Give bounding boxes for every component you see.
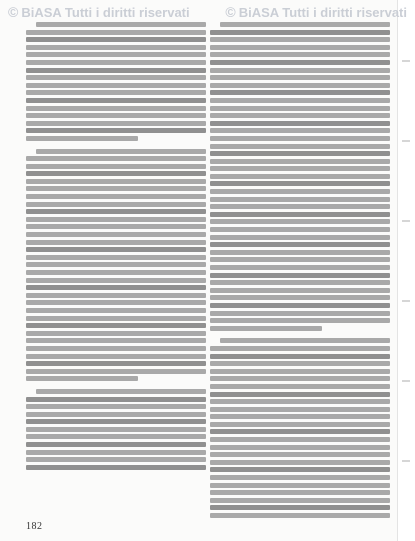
text-line (210, 346, 390, 351)
text-line (210, 227, 390, 232)
text-line (26, 83, 206, 88)
text-line (210, 128, 390, 133)
text-line (26, 156, 206, 161)
text-line (26, 404, 206, 409)
text-line (26, 442, 206, 447)
copyright-icon: © (225, 4, 236, 20)
text-line (36, 389, 206, 394)
text-line (210, 361, 390, 366)
copyright-icon: © (8, 4, 19, 20)
text-line (26, 465, 206, 470)
text-line (26, 323, 206, 328)
text-line (26, 419, 206, 424)
text-line (26, 45, 206, 50)
text-line (210, 303, 390, 308)
text-line (210, 273, 390, 278)
text-line (220, 22, 390, 27)
text-line (210, 181, 390, 186)
text-line (210, 166, 390, 171)
watermark-left-text: BiASA Tutti i diritti riservati (21, 4, 190, 20)
text-line (210, 151, 390, 156)
text-column-right (210, 22, 390, 521)
text-line (26, 194, 206, 199)
text-line (26, 262, 206, 267)
text-line (26, 412, 206, 417)
text-line (26, 171, 206, 176)
text-line (210, 197, 390, 202)
text-line (26, 60, 206, 65)
text-line (26, 308, 206, 313)
text-line (210, 376, 390, 381)
text-line (26, 255, 206, 260)
text-line (210, 505, 390, 510)
text-line (210, 399, 390, 404)
text-line (210, 68, 390, 73)
text-line (210, 90, 390, 95)
text-line (26, 121, 206, 126)
text-line (26, 338, 206, 343)
text-line (26, 37, 206, 42)
text-line (210, 384, 390, 389)
text-line (36, 22, 206, 27)
text-line (210, 113, 390, 118)
text-line (210, 513, 390, 518)
text-line (210, 288, 390, 293)
text-line (210, 83, 390, 88)
text-line (26, 209, 206, 214)
text-line (36, 149, 206, 154)
text-line (26, 240, 206, 245)
text-line (26, 434, 206, 439)
text-line (210, 30, 390, 35)
text-line (210, 204, 390, 209)
text-line (26, 293, 206, 298)
text-line (26, 247, 206, 252)
text-line (210, 121, 390, 126)
text-line (26, 300, 206, 305)
text-line (210, 445, 390, 450)
text-line (210, 498, 390, 503)
text-line (26, 270, 206, 275)
text-line (210, 257, 390, 262)
edge-tick (402, 140, 410, 142)
text-line (220, 338, 390, 343)
text-line (210, 60, 390, 65)
text-line (26, 68, 206, 73)
text-line (210, 212, 390, 217)
text-line (26, 98, 206, 103)
text-line (26, 450, 206, 455)
text-line (210, 354, 390, 359)
text-line (26, 278, 206, 283)
text-line (210, 189, 390, 194)
text-line (26, 427, 206, 432)
edge-tick (402, 460, 410, 462)
text-line (26, 106, 206, 111)
text-line (210, 429, 390, 434)
text-line (26, 316, 206, 321)
text-line (26, 457, 206, 462)
text-line (210, 318, 390, 323)
text-line (210, 37, 390, 42)
text-line (210, 295, 390, 300)
text-line (210, 52, 390, 57)
text-line (26, 224, 206, 229)
text-line (210, 106, 390, 111)
text-line (26, 75, 206, 80)
text-line (26, 232, 206, 237)
text-line (210, 452, 390, 457)
text-line (26, 30, 206, 35)
text-line (210, 490, 390, 495)
text-line (210, 475, 390, 480)
text-line (210, 467, 390, 472)
text-line (210, 159, 390, 164)
scan-edge (397, 0, 415, 541)
text-line (26, 179, 206, 184)
text-line (210, 242, 390, 247)
text-line (26, 202, 206, 207)
text-line (210, 45, 390, 50)
text-line (26, 128, 206, 133)
text-line (26, 354, 206, 359)
edge-tick (402, 300, 410, 302)
text-line (26, 397, 206, 402)
paragraph-gap (26, 144, 206, 149)
text-line (26, 331, 206, 336)
text-line (26, 164, 206, 169)
watermark-right-text: BiASA Tutti i diritti riservati (238, 4, 407, 20)
text-line (210, 250, 390, 255)
text-line (26, 113, 206, 118)
text-line (26, 346, 206, 351)
text-line (210, 219, 390, 224)
text-line (210, 98, 390, 103)
text-line (26, 369, 206, 374)
text-line (210, 75, 390, 80)
text-line (210, 235, 390, 240)
text-line (26, 186, 206, 191)
text-line (210, 144, 390, 149)
text-line (26, 376, 138, 381)
text-line (26, 361, 206, 366)
text-line (210, 392, 390, 397)
text-line (210, 483, 390, 488)
text-line (26, 217, 206, 222)
edge-tick (402, 380, 410, 382)
edge-tick (402, 220, 410, 222)
text-line (210, 414, 390, 419)
text-line (26, 285, 206, 290)
text-line (210, 422, 390, 427)
text-column-left (26, 22, 206, 472)
text-line (210, 311, 390, 316)
text-line (210, 407, 390, 412)
text-line (210, 437, 390, 442)
text-line (210, 136, 390, 141)
text-line (210, 369, 390, 374)
text-line (26, 52, 206, 57)
text-line (26, 136, 138, 141)
text-line (210, 265, 390, 270)
text-line (210, 326, 322, 331)
edge-tick (402, 60, 410, 62)
text-line (210, 280, 390, 285)
text-line (210, 174, 390, 179)
page-number: 182 (26, 521, 43, 532)
text-line (210, 460, 390, 465)
text-line (26, 90, 206, 95)
